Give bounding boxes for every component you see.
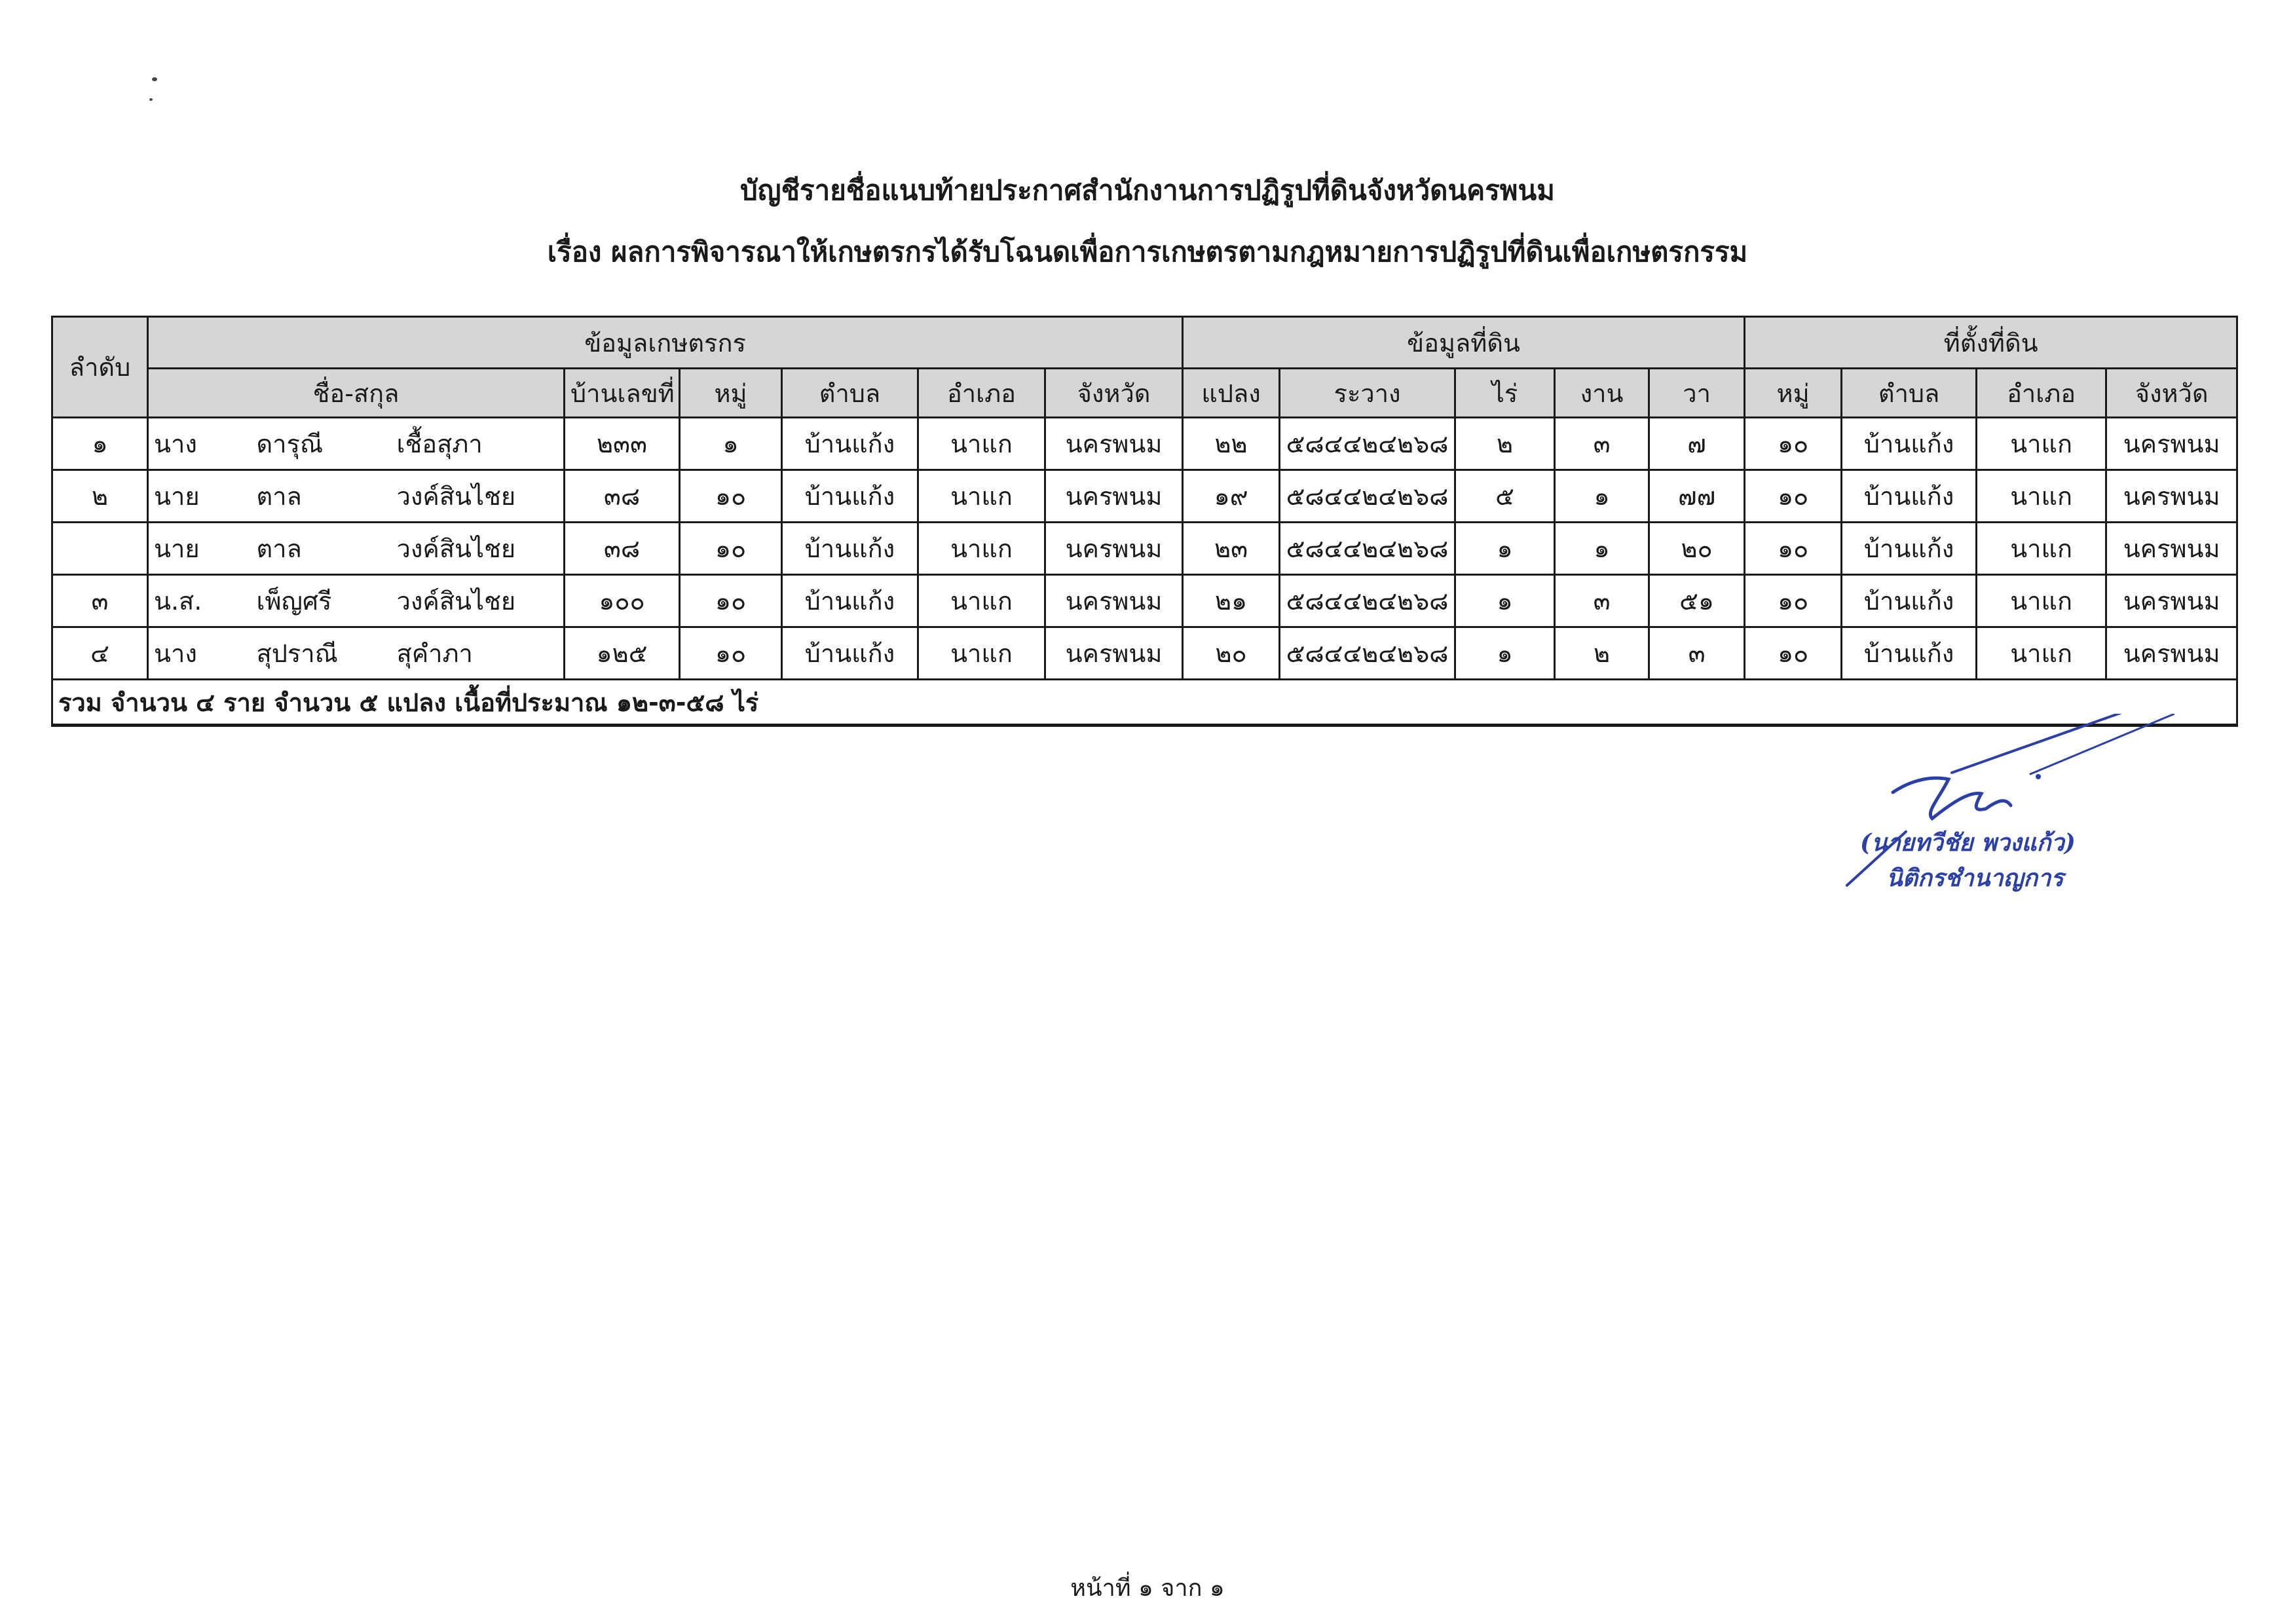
amphoe: นาแก (918, 575, 1045, 627)
header-land-location: ที่ตั้งที่ดิน (1745, 317, 2237, 369)
house-no: ๑๒๕ (565, 627, 680, 680)
location-province: นครพนม (2106, 627, 2237, 680)
location-province: นครพนม (2106, 575, 2237, 627)
location-province: นครพนม (2106, 523, 2237, 575)
rawang: ๕๘๔๔๒๔๒๖๘ (1280, 418, 1455, 470)
tambon: บ้านแก้ง (782, 470, 918, 523)
last-name: เชื้อสุภา (392, 418, 565, 470)
header-rawang: ระวาง (1280, 369, 1455, 418)
first-name: ตาล (252, 523, 392, 575)
header-wa: วา (1649, 369, 1745, 418)
row-order (52, 523, 148, 575)
header-location-amphoe: อำเภอ (1977, 369, 2106, 418)
table-row (52, 627, 2237, 680)
name-prefix: นาย (148, 523, 252, 575)
header-location-tambon: ตำบล (1842, 369, 1977, 418)
moo: ๑๐ (680, 627, 782, 680)
rawang: ๕๘๔๔๒๔๒๖๘ (1280, 523, 1455, 575)
signatory-position: นิติกรชำนาญการ (1886, 864, 2064, 892)
location-tambon: บ้านแก้ง (1842, 523, 1977, 575)
house-no: ๒๓๓ (565, 418, 680, 470)
rai: ๒ (1455, 418, 1555, 470)
wa: ๕๑ (1649, 575, 1745, 627)
page-number: หน้าที่ ๑ จาก ๑ (1070, 1575, 1225, 1602)
first-name: เพ็ญศรี (252, 575, 392, 627)
plot: ๒๐ (1183, 627, 1280, 680)
header-location-moo: หมู่ (1745, 369, 1842, 418)
name-prefix: นาย (148, 470, 252, 523)
rawang: ๕๘๔๔๒๔๒๖๘ (1280, 575, 1455, 627)
location-moo: ๑๐ (1745, 575, 1842, 627)
rawang: ๕๘๔๔๒๔๒๖๘ (1280, 470, 1455, 523)
first-name: ดารุณี (252, 418, 392, 470)
table-row (52, 470, 2237, 523)
scan-speck (152, 77, 157, 81)
tambon: บ้านแก้ง (782, 523, 918, 575)
location-amphoe: นาแก (1977, 575, 2106, 627)
province: นครพนม (1045, 627, 1183, 680)
province: นครพนม (1045, 575, 1183, 627)
total-summary: รวม จำนวน ๔ ราย จำนวน ๕ แปลง เนื้อที่ประมาณ ๑๒-๓-๕๘ ไร่ (52, 680, 2237, 726)
name-prefix: นาง (148, 418, 252, 470)
ngan: ๓ (1555, 575, 1649, 627)
moo: ๑ (680, 418, 782, 470)
name-prefix: น.ส. (148, 575, 252, 627)
table-row (52, 523, 2237, 575)
header-location-province: จังหวัด (2106, 369, 2237, 418)
last-name: วงค์สินไชย (392, 523, 565, 575)
last-name: วงค์สินไชย (392, 470, 565, 523)
wa: ๓ (1649, 627, 1745, 680)
row-order: ๒ (52, 470, 148, 523)
first-name: ตาล (252, 470, 392, 523)
signatory-name: (นายทวีชัย พวงแก้ว) (1860, 829, 2076, 857)
house-no: ๓๘ (565, 470, 680, 523)
table-row (52, 418, 2237, 470)
ngan: ๑ (1555, 470, 1649, 523)
header-ngan: งาน (1555, 369, 1649, 418)
tambon: บ้านแก้ง (782, 418, 918, 470)
tambon: บ้านแก้ง (782, 575, 918, 627)
first-name: สุปราณี (252, 627, 392, 680)
tambon: บ้านแก้ง (782, 627, 918, 680)
header-house-no: บ้านเลขที่ (565, 369, 680, 418)
document-title: บัญชีรายชื่อแนบท้ายประกาศสำนักงานการปฏิรูปที่ดินจังหวัดนครพนม (740, 174, 1555, 206)
location-tambon: บ้านแก้ง (1842, 418, 1977, 470)
house-no: ๓๘ (565, 523, 680, 575)
plot: ๒๓ (1183, 523, 1280, 575)
location-tambon: บ้านแก้ง (1842, 575, 1977, 627)
location-moo: ๑๐ (1745, 627, 1842, 680)
rai: ๑ (1455, 627, 1555, 680)
plot: ๒๑ (1183, 575, 1280, 627)
wa: ๒๐ (1649, 523, 1745, 575)
location-amphoe: นาแก (1977, 523, 2106, 575)
amphoe: นาแก (918, 523, 1045, 575)
location-moo: ๑๐ (1745, 470, 1842, 523)
wa: ๗๗ (1649, 470, 1745, 523)
province: นครพนม (1045, 418, 1183, 470)
location-amphoe: นาแก (1977, 470, 2106, 523)
header-amphoe: อำเภอ (918, 369, 1045, 418)
location-moo: ๑๐ (1745, 523, 1842, 575)
ngan: ๒ (1555, 627, 1649, 680)
header-province: จังหวัด (1045, 369, 1183, 418)
header-moo: หมู่ (680, 369, 782, 418)
document-subtitle: เรื่อง ผลการพิจารณาให้เกษตรกรได้รับโฉนดเพื่อการเกษตรตามกฎหมายการปฏิรูปที่ดินเพื่อเกษตรกรรม (547, 236, 1748, 268)
ngan: ๓ (1555, 418, 1649, 470)
rai: ๑ (1455, 523, 1555, 575)
scan-speck (149, 98, 153, 101)
location-tambon: บ้านแก้ง (1842, 627, 1977, 680)
row-order: ๓ (52, 575, 148, 627)
amphoe: นาแก (918, 470, 1045, 523)
rai: ๑ (1455, 575, 1555, 627)
header-farmer-info: ข้อมูลเกษตรกร (148, 317, 1183, 369)
header-order: ลำดับ (52, 317, 148, 418)
location-moo: ๑๐ (1745, 418, 1842, 470)
rai: ๕ (1455, 470, 1555, 523)
ngan: ๑ (1555, 523, 1649, 575)
house-no: ๑๐๐ (565, 575, 680, 627)
location-amphoe: นาแก (1977, 418, 2106, 470)
row-order: ๔ (52, 627, 148, 680)
amphoe: นาแก (918, 627, 1045, 680)
farmer-land-table (51, 316, 2238, 727)
moo: ๑๐ (680, 470, 782, 523)
location-province: นครพนม (2106, 418, 2237, 470)
rawang: ๕๘๔๔๒๔๒๖๘ (1280, 627, 1455, 680)
plot: ๒๒ (1183, 418, 1280, 470)
header-plot: แปลง (1183, 369, 1280, 418)
table-row (52, 575, 2237, 627)
header-name: ชื่อ-สกุล (148, 369, 565, 418)
province: นครพนม (1045, 523, 1183, 575)
header-tambon: ตำบล (782, 369, 918, 418)
last-name: วงค์สินไชย (392, 575, 565, 627)
moo: ๑๐ (680, 575, 782, 627)
location-tambon: บ้านแก้ง (1842, 470, 1977, 523)
location-amphoe: นาแก (1977, 627, 2106, 680)
moo: ๑๐ (680, 523, 782, 575)
plot: ๑๙ (1183, 470, 1280, 523)
row-order: ๑ (52, 418, 148, 470)
header-rai: ไร่ (1455, 369, 1555, 418)
header-land-info: ข้อมูลที่ดิน (1183, 317, 1745, 369)
province: นครพนม (1045, 470, 1183, 523)
location-province: นครพนม (2106, 470, 2237, 523)
name-prefix: นาง (148, 627, 252, 680)
wa: ๗ (1649, 418, 1745, 470)
amphoe: นาแก (918, 418, 1045, 470)
last-name: สุคำภา (392, 627, 565, 680)
